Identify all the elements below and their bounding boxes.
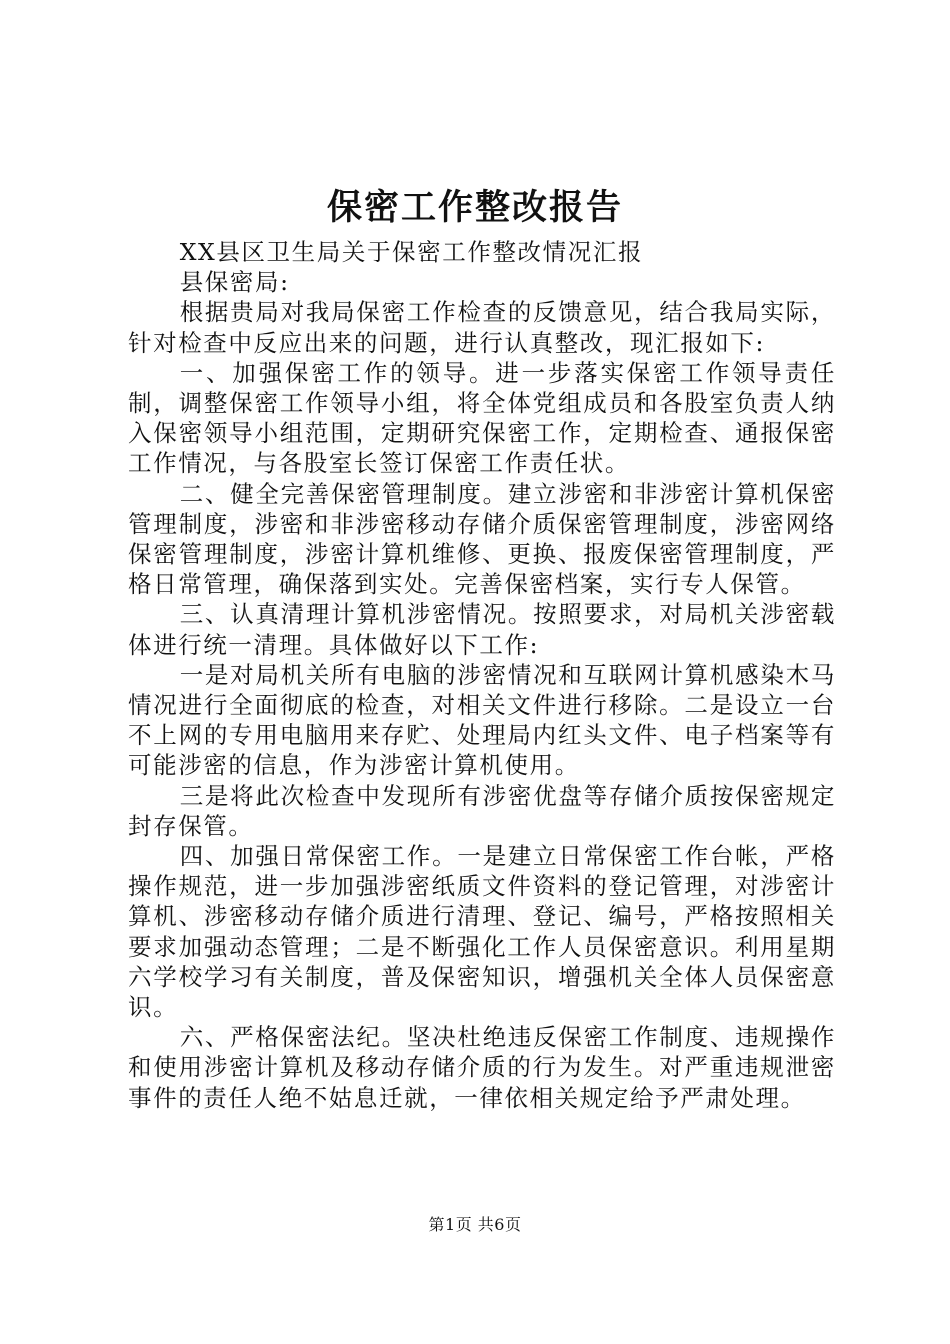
body-paragraph: 二、健全完善保密管理制度。建立涉密和非涉密计算机保密管理制度，涉密和非涉密移动存储介质保密管理制度，涉密网络保密管理制度，涉密计算机维修、更换、报废保密管理制度，严格日常管理，确保落到实处。完善保密档案，实行专人保管。 <box>128 479 836 599</box>
document-title: 保密工作整改报告 <box>326 187 623 228</box>
page-number-footer: 第1页 共6页 <box>428 1215 522 1234</box>
salutation: 县保密局: <box>179 268 290 297</box>
body-paragraph: 根据贵局对我局保密工作检查的反馈意见，结合我局实际，针对检查中反应出来的问题，进行认真整改，现汇报如下: <box>128 298 836 357</box>
report-subtitle: XX县区卫生局关于保密工作整改情况汇报 <box>179 238 644 266</box>
body-paragraph: 四、加强日常保密工作。一是建立日常保密工作台帐，严格操作规范，进一步加强涉密纸质文件资料的登记管理，对涉密计算机、涉密移动存储介质进行清理、登记、编号，严格按照相关要求加强动态管理；二是不断强化工作人员保密意识。利用星期六学校学习有关制度，普及保密知识，增强机关全体人员保密意识。 <box>128 842 836 1022</box>
body-paragraph: 六、严格保密法纪。坚决杜绝违反保密工作制度、违规操作和使用涉密计算机及移动存储介质的行为发生。对严重违规泄密事件的责任人绝不姑息迁就，一律依相关规定给予严肃处理。 <box>128 1023 836 1112</box>
body-paragraph: 一是对局机关所有电脑的涉密情况和互联网计算机感染木马情况进行全面彻底的检查，对相关文件进行移除。二是设立一台不上网的专用电脑用来存贮、处理局内红头文件、电子档案等有可能涉密的信息，作为涉密计算机使用。 <box>128 660 836 780</box>
body-paragraph: 三、认真清理计算机涉密情况。按照要求，对局机关涉密载体进行统一清理。具体做好以下工作: <box>128 600 836 659</box>
body-paragraph: 一、加强保密工作的领导。进一步落实保密工作领导责任制，调整保密工作领导小组，将全体党组成员和各股室负责人纳入保密领导小组范围，定期研究保密工作，定期检查、通报保密工作情况，与各股室长签订保密工作责任状。 <box>128 358 836 478</box>
document-body <box>128 237 836 1113</box>
body-paragraph: 三是将此次检查中发现所有涉密优盘等存储介质按保密规定封存保管。 <box>128 781 836 840</box>
